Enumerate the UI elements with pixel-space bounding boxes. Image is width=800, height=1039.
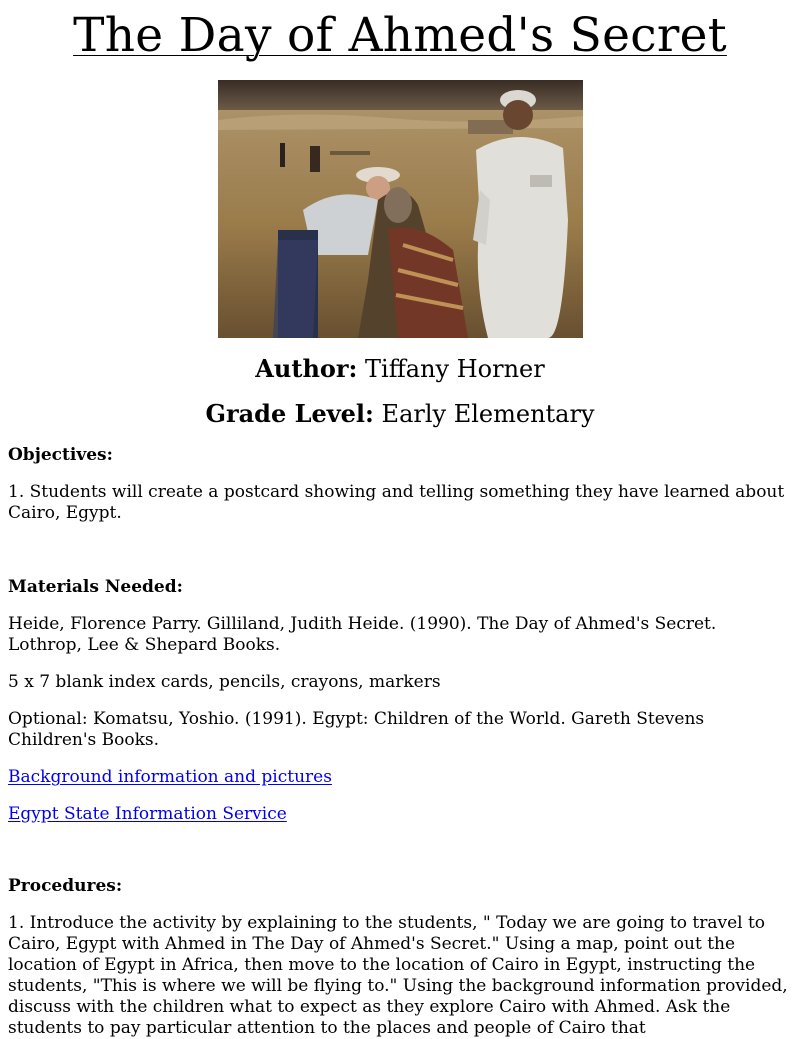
procedure-item: 1. Introduce the activity by explaining to the students, " Today we are going to travel to Cairo, Egypt with Ahmed in The Day of Ahmed's Secret." Using a map, point out the location of Egypt in Africa, then move to the location of Cairo in Egypt, instructing the students, "This is where we will be flying to." Using the background information provided, discuss with the children what to expect as they explore Cairo with Ahmed. Ask the students to pay particular attention to the places and people of Cairo that (8, 913, 788, 1038)
background-info-link[interactable]: Background information and pictures (8, 767, 332, 787)
objective-item: 1. Students will create a postcard showing and telling something they have learned about Cairo, Egypt. (8, 482, 785, 523)
grade-value: Early Elementary (381, 400, 595, 428)
materials-heading: Materials Needed: (8, 577, 183, 597)
material-item: Optional: Komatsu, Yoshio. (1991). Egypt: Children of the World. Gareth Stevens Children's Books. (8, 709, 705, 750)
egypt-sis-link[interactable]: Egypt State Information Service (8, 804, 287, 824)
objectives-heading: Objectives: (8, 445, 113, 465)
lesson-page (0, 6, 800, 1039)
grade-label: Grade Level: (205, 399, 374, 428)
grade-line (8, 399, 792, 429)
author-name: Tiffany Horner (365, 355, 545, 383)
material-item: 5 x 7 blank index cards, pencils, crayons, markers (8, 672, 441, 692)
material-link-row (8, 767, 792, 788)
author-label: Author: (255, 354, 358, 383)
desert-camel-photo (218, 80, 583, 338)
page-title: The Day of Ahmed's Secret (73, 8, 727, 63)
photo-container (8, 80, 792, 338)
material-link-row (8, 804, 792, 825)
procedures-heading: Procedures: (8, 876, 123, 896)
author-line (8, 354, 792, 384)
material-item: Heide, Florence Parry. Gilliland, Judith Heide. (1990). The Day of Ahmed's Secret. Lothrop, Lee & Shepard Books. (8, 614, 717, 655)
